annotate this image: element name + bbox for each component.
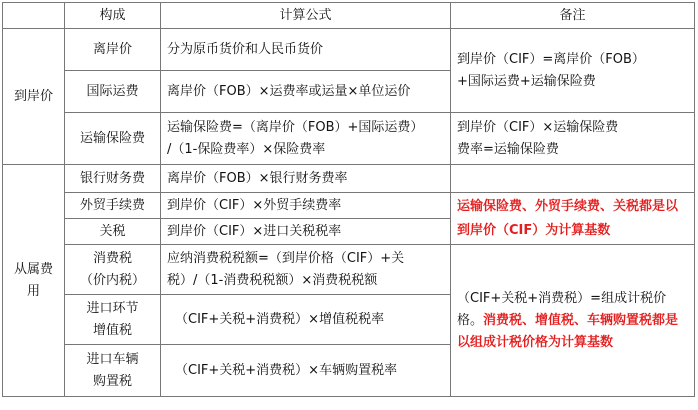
- note-insurance-line2: 费率=运输保险费: [457, 141, 559, 157]
- formula-fob: 分为原币货价和人民币货价: [161, 29, 451, 71]
- note-composite-price-text: （CIF+关税+消费税）=组成计税价格。: [457, 290, 667, 328]
- note-cif-basis-text: 运输保险费、外贸手续费、关税都是以到岸价（CIF）为计算基数: [457, 198, 679, 238]
- component-trade-fee: 外贸手续费: [65, 193, 161, 219]
- component-consumption-tax-line1: 消费税: [92, 250, 132, 266]
- component-vehicle-tax-line2: 购置税: [92, 373, 132, 389]
- note-composite-price: [451, 245, 695, 397]
- component-intl-freight: 国际运费: [65, 71, 161, 113]
- table-row: [3, 29, 695, 71]
- formula-consumption-tax-line2: 税）/（1-消费税税额）×消费税税额: [167, 272, 378, 288]
- note-cif-line1: 到岸价（CIF）=离岸价（FOB）: [457, 51, 645, 67]
- formula-intl-freight: 离岸价（FOB）×运费率或运量×单位运价: [161, 71, 451, 113]
- table-row: [3, 113, 695, 165]
- component-tariff: 关税: [65, 219, 161, 245]
- component-import-vat-line2: 增值税: [92, 322, 132, 338]
- group-arrival-price: 到岸价: [3, 29, 65, 165]
- formula-consumption-tax-line1: 应纳消费税税额=（到岸价格（CIF）+关: [167, 250, 405, 266]
- component-bank-fee: 银行财务费: [65, 165, 161, 193]
- formula-tariff: 到岸价（CIF）×进口关税税率: [161, 219, 451, 245]
- note-empty: [451, 165, 695, 193]
- note-insurance-line1: 到岸价（CIF）×运输保险费: [457, 119, 619, 135]
- note-composite-price-emphasis: 消费税、增值税、车辆购置税都是以组成计税价格为计算基数: [457, 312, 679, 350]
- component-consumption-tax-line2: （价内税）: [79, 272, 145, 288]
- formula-consumption-tax: [161, 245, 451, 295]
- component-vehicle-tax-line1: 进口车辆: [86, 351, 139, 367]
- header-group: [3, 3, 65, 29]
- component-transport-insurance: 运输保险费: [65, 113, 161, 165]
- formula-insurance-line2: /（1-保险费率）×保险费率: [167, 141, 326, 157]
- group-dependent-fees: 从属费用: [3, 165, 65, 397]
- header-note: 备注: [451, 3, 695, 29]
- table-row: [3, 165, 695, 193]
- header-component: 构成: [65, 3, 161, 29]
- formula-insurance-line1: 运输保险费=（离岸价（FOB）+国际运费）: [167, 119, 424, 135]
- component-import-vat: [65, 295, 161, 345]
- formula-vehicle-tax: （CIF+关税+消费税）×车辆购置税率: [161, 345, 451, 397]
- header-row: [3, 3, 695, 29]
- table-row: [3, 245, 695, 295]
- note-cif-basis: [451, 193, 695, 245]
- component-import-vat-line1: 进口环节: [86, 300, 139, 316]
- table-row: [3, 193, 695, 219]
- component-consumption-tax: [65, 245, 161, 295]
- header-formula: 计算公式: [161, 3, 451, 29]
- formula-import-vat: （CIF+关税+消费税）×增值税税率: [161, 295, 451, 345]
- note-cif-line2: +国际运费+运输保险费: [457, 73, 596, 89]
- formula-bank-fee: 离岸价（FOB）×银行财务费率: [161, 165, 451, 193]
- cost-composition-table: [2, 2, 695, 397]
- formula-trade-fee: 到岸价（CIF）×外贸手续费率: [161, 193, 451, 219]
- component-fob: 离岸价: [65, 29, 161, 71]
- formula-transport-insurance: [161, 113, 451, 165]
- note-insurance: [451, 113, 695, 165]
- note-cif: [451, 29, 695, 113]
- component-vehicle-tax: [65, 345, 161, 397]
